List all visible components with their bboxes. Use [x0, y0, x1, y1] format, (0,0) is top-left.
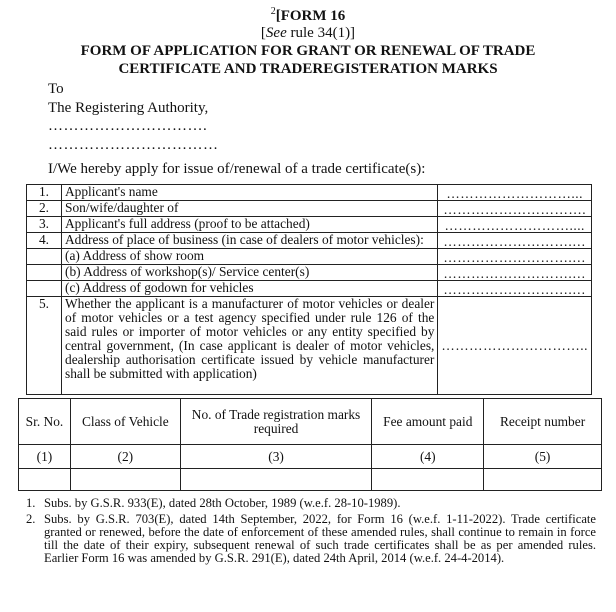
header-trade-marks-required: No. of Trade registration marks required [180, 399, 372, 445]
table-row [27, 201, 592, 217]
header-fee-amount: Fee amount paid [372, 399, 484, 445]
header-sr-no: Sr. No. [19, 399, 71, 445]
empty-cell [372, 469, 484, 491]
fee-table-number-row [19, 445, 602, 469]
row-label: (a) Address of show room [62, 249, 438, 265]
form-label: $^2$[FORM 16 [270, 6, 346, 24]
row-label: Address of place of business (in case of dealers of motor vehicles): [62, 233, 438, 249]
column-number: (4) [372, 445, 484, 469]
form-title-line1: FORM OF APPLICATION FOR GRANT OR RENEWAL OF TRADE [80, 43, 536, 59]
footnote-number: 2. [26, 512, 36, 526]
fee-table [18, 398, 602, 491]
fee-table-empty-row [19, 469, 602, 491]
row-label: (c) Address of godown for vehicles [62, 281, 438, 297]
footnote-text: Subs. by G.S.R. 703(E), dated 14th September, 2022, for Form 16 (w.e.f. 1-11-2022). Trade certificate granted or renewed, before the date of enforcement of these amended rules, shall continue to remain in force till the date of their expiry, subsequent renewal of such trade certificates shall be as per amended rules. Earlier Form 16 was amended by G.S.R. 291(E), dated 24th April, 2014 (w.e.f. 24-4-2014). [44, 512, 596, 565]
row-number [27, 281, 62, 297]
table-row [27, 233, 592, 249]
row-number: 2. [27, 201, 62, 217]
empty-cell [180, 469, 372, 491]
row-number [27, 249, 62, 265]
address-blank-2: …………………………… [48, 137, 219, 153]
row-number: 3. [27, 217, 62, 233]
rule-reference: [See rule 34(1)] [260, 25, 356, 41]
table-row [27, 265, 592, 281]
row-label: Applicant's full address (proof to be attached) [62, 217, 438, 233]
table-row [27, 281, 592, 297]
header-receipt-number: Receipt number [484, 399, 602, 445]
table-row [27, 217, 592, 233]
row-number: 1. [27, 185, 62, 201]
row-value-blank: ……………………….... [438, 217, 592, 233]
registering-authority: The Registering Authority, [48, 100, 209, 116]
footnote-1 [26, 497, 596, 510]
empty-cell [484, 469, 602, 491]
row-label: Applicant's name [62, 185, 438, 201]
applicant-details-table [26, 184, 592, 395]
row-value-blank: ……………………….… [438, 249, 592, 265]
empty-cell [19, 469, 71, 491]
row-number: 5. [27, 297, 62, 395]
column-number: (2) [70, 445, 180, 469]
column-number: (5) [484, 445, 602, 469]
row-value-blank: ………………………... [438, 185, 592, 201]
header-class-of-vehicle: Class of Vehicle [70, 399, 180, 445]
footnote-text: Subs. by G.S.R. 933(E), dated 28th October, 1989 (w.e.f. 28-10-1989). [44, 496, 401, 510]
row-value-blank: ………………………….. [438, 297, 592, 395]
footnote-number: 1. [26, 496, 36, 510]
row-value-blank: ……………………….… [438, 265, 592, 281]
column-number: (3) [180, 445, 372, 469]
footnote-divider [26, 490, 126, 491]
footnote-2 [26, 513, 596, 565]
table-row [27, 185, 592, 201]
row-value-blank: ……………………….… [438, 233, 592, 249]
column-number: (1) [19, 445, 71, 469]
footnote-mark: 2 [270, 6, 276, 17]
row-label: (b) Address of workshop(s)/ Service center(s) [62, 265, 438, 281]
table-row [27, 297, 592, 395]
fee-table-header-row [19, 399, 602, 445]
address-blank-1: …………………………. [48, 118, 208, 134]
table-row [27, 249, 592, 265]
row-label: Son/wife/daughter of [62, 201, 438, 217]
row-label: Whether the applicant is a manufacturer of motor vehicles or dealer of motor vehicles or a test agency specified under rule 126 of the said rules or importer of motor vehicles or any entity specified by central government, (In case applicant is dealer of motor vehicles, dealership authorisation certificate issued by vehicle manufacturer shall be submitted with application) [62, 297, 438, 395]
to-label: To [48, 81, 64, 97]
row-value-blank: ……………………….… [438, 281, 592, 297]
row-number [27, 265, 62, 281]
row-value-blank: …………………………. [438, 201, 592, 217]
application-intro: I/We hereby apply for issue of/renewal of a trade certificate(s): [48, 161, 426, 177]
row-number: 4. [27, 233, 62, 249]
form-title-line2: CERTIFICATE AND TRADEREGISTERATION MARKS [118, 61, 498, 77]
empty-cell [70, 469, 180, 491]
